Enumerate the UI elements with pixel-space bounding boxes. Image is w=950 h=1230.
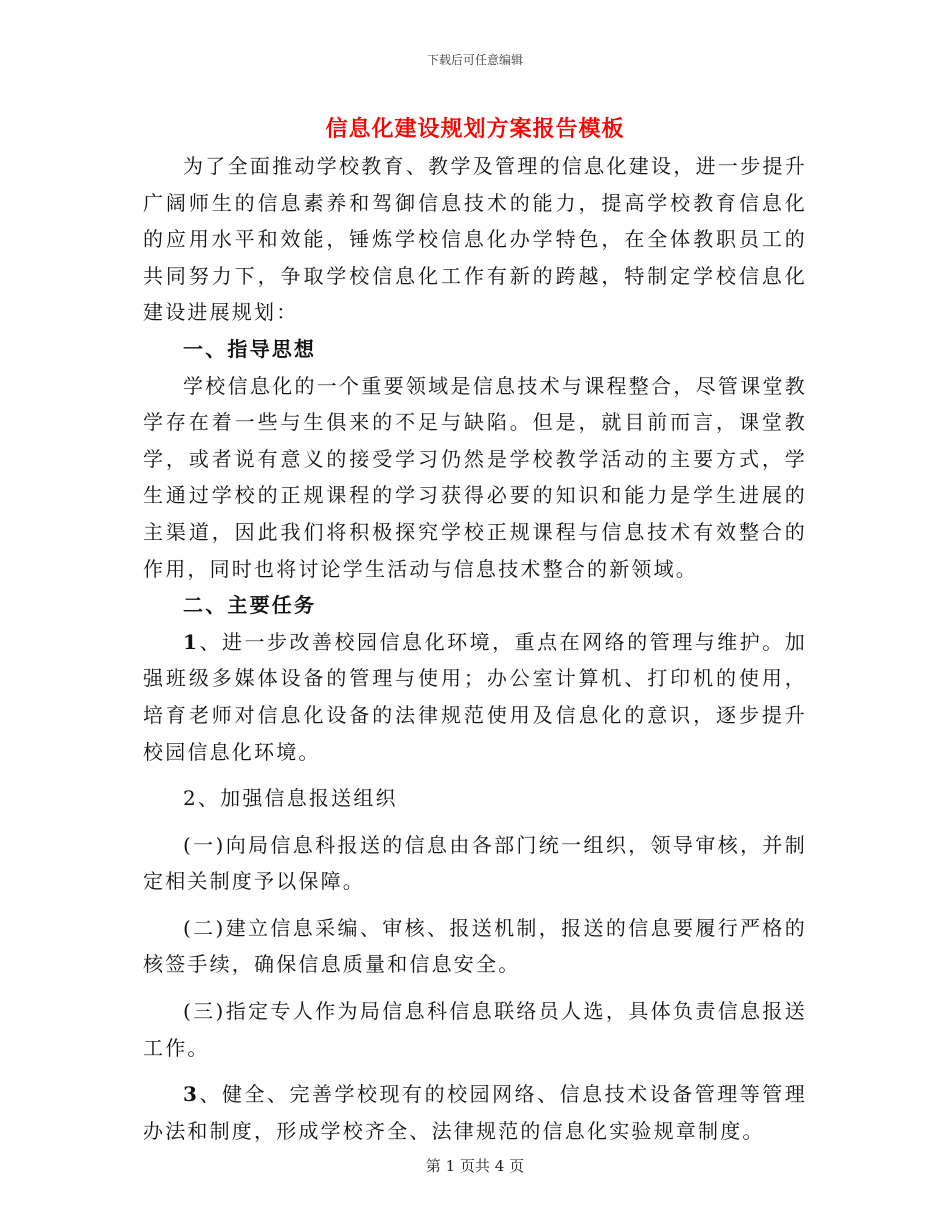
task-item-3-number: 3 [183, 1082, 200, 1107]
section-heading-main-tasks: 二、主要任务 [183, 593, 317, 618]
intro-paragraph: 为了全面推动学校教育、教学及管理的信息化建设，进一步提升广阔师生的信息素养和驾御信息技术的能力，提高学校教育信息化的应用水平和效能，锤炼学校信息化办学特色，在全体教职员工的共同努力下，争取学校信息化工作有新的跨越，特制定学校信息化建设进展规划： [143, 154, 807, 325]
task-item-2-sub-3: (三)指定专人作为局信息科信息联络员人选，具体负责信息报送工作。 [143, 999, 807, 1060]
guiding-ideology-paragraph: 学校信息化的一个重要领域是信息技术与课程整合，尽管课堂教学存在着一些与生俱来的不足与缺陷。但是，就目前而言，课堂教学，或者说有意义的接受学习仍然是学校教学活动的主要方式，学生通过学校的正规课程的学习获得必要的知识和能力是学生进展的主渠道，因此我们将积极探究学校正规课程与信息技术有效整合的作用，同时也将讨论学生活动与信息技术整合的新领域。 [143, 373, 807, 581]
task-item-3-text: 、健全、完善学校现有的校园网络、信息技术设备管理等管理办法和制度，形成学校齐全、法律规范的信息化实验规章制度。 [143, 1082, 807, 1143]
document-body [143, 148, 807, 1149]
task-item-1-text: 、进一步改善校园信息化环境，重点在网络的管理与维护。加强班级多媒体设备的管理与使用；办公室计算机、打印机的使用，培育老师对信息化设备的法律规范使用及信息化的意识，逐步提升校园信息化环境。 [143, 629, 807, 764]
task-item-2: 2、加强信息报送组织 [183, 786, 398, 811]
task-item-1 [143, 624, 807, 770]
task-item-2-sub-2: (二)建立信息采编、审核、报送机制，报送的信息要履行严格的核签手续，确保信息质量和信息安全。 [143, 915, 807, 977]
task-item-2-sub-1: (一)向局信息科报送的信息由各部门统一组织，领导审核，并制定相关制度予以保障。 [143, 832, 807, 894]
section-heading-guiding-ideology: 一、指导思想 [183, 336, 317, 361]
page-number-footer: 第 1 页共 4 页 [425, 1157, 525, 1175]
page-header-note: 下载后可任意编辑 [426, 53, 523, 67]
task-item-3 [143, 1076, 807, 1149]
task-item-1-number: 1 [183, 629, 200, 654]
document-title: 信息化建设规划方案报告模板 [325, 116, 625, 142]
